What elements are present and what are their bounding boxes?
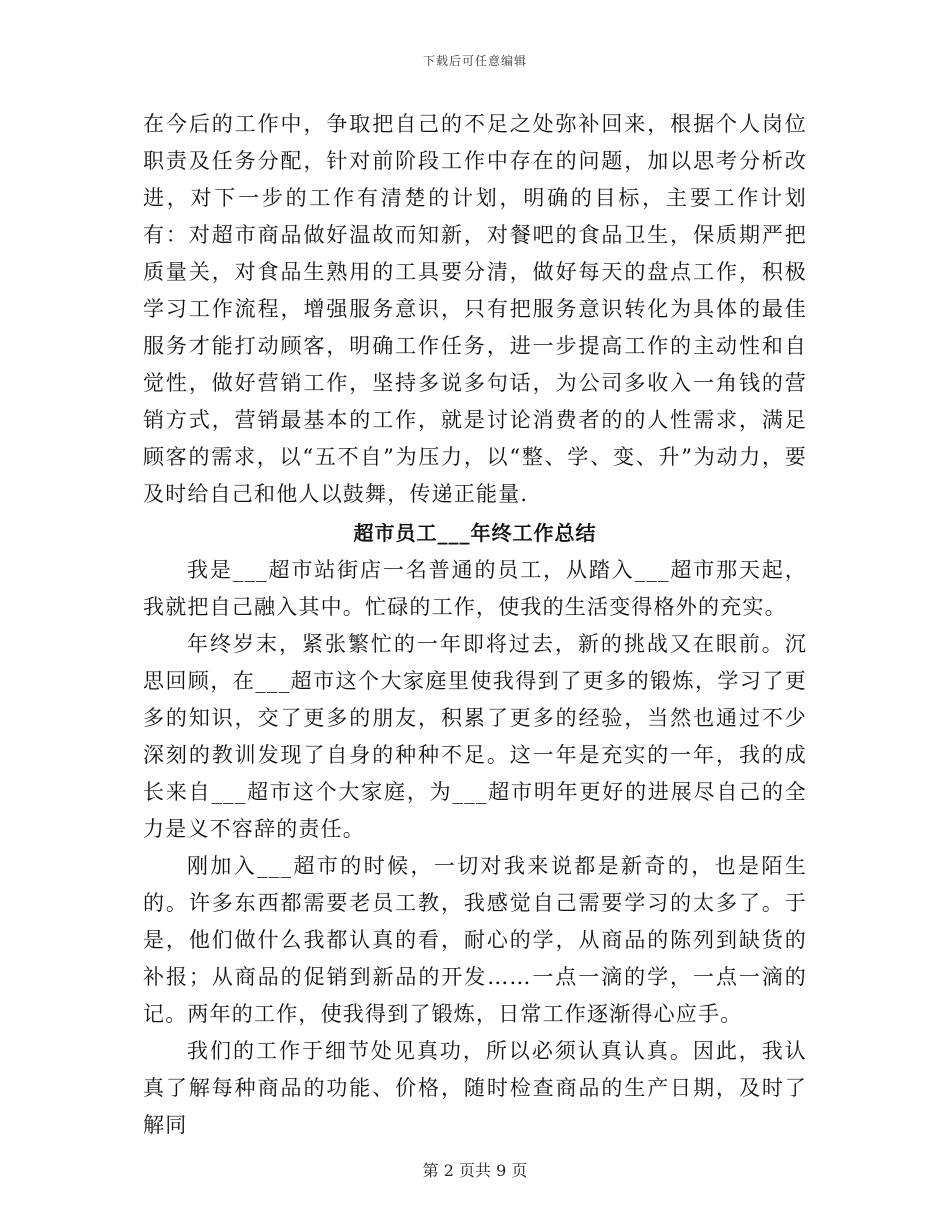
paragraph-details: 我们的工作于细节处见真功，所以必须认真认真。因此，我认真了解每种商品的功能、价格，随时检查商品的生产日期，及时了解同 xyxy=(143,1039,807,1137)
paragraph-continuation: 在今后的工作中，争取把自己的不足之处弥补回来，根据个人岗位职责及任务分配，针对前阶段工作中存在的问题，加以思考分析改进，对下一步的工作有清楚的计划，明确的目标，主要工作计划有：对超市商品做好温故而知新，对餐吧的食品卫生，保质期严把质量关，对食品生熟用的工具要分清，做好每天的盘点工作，积极学习工作流程，增强服务意识，只有把服务意识转化为具体的最佳服务才能打动顾客，明确工作任务，进一步提高工作的主动性和自觉性，做好营销工作，坚持多说多句话，为公司多收入一角钱的营销方式，营销最基本的工作，就是讨论消费者的的人性需求，满足顾客的需求，以“五不自”为压力，以“整、学、变、升”为动力，要及时给自己和他人以鼓舞，传递正能量. xyxy=(143,112,807,506)
page-header-note: 下载后可任意编辑 xyxy=(422,54,527,68)
paragraph-year-review: 年终岁末，紧张繁忙的一年即将过去，新的挑战又在眼前。沉思回顾，在___超市这个大家庭里使我得到了更多的锻炼，学习了更多的知识，交了更多的朋友，积累了更多的经验，当然也通过不少深刻的教训发现了自身的种种不足。这一年是充实的一年，我的成长来自___超市这个大家庭，为___超市明年更好的进展尽自己的全力是义不容辞的责任。 xyxy=(143,632,807,841)
document-body xyxy=(143,106,807,1144)
paragraph-learning: 刚加入___超市的时候，一切对我来说都是新奇的，也是陌生的。许多东西都需要老员工教，我感觉自己需要学习的太多了。于是，他们做什么我都认真的看，耐心的学，从商品的陈列到缺货的补报；从商品的促销到新品的开发……一点一滴的学，一点一滴的记。两年的工作，使我得到了锻炼，日常工作逐渐得心应手。 xyxy=(143,854,807,1026)
page-number: 第 2 页共 9 页 xyxy=(422,1161,528,1180)
section-title: 超市员工___年终工作总结 xyxy=(353,521,597,545)
paragraph-intro: 我是___超市站街店一名普通的员工，从踏入___超市那天起，我就把自己融入其中。忙碌的工作，使我的生活变得格外的充实。 xyxy=(143,558,807,619)
